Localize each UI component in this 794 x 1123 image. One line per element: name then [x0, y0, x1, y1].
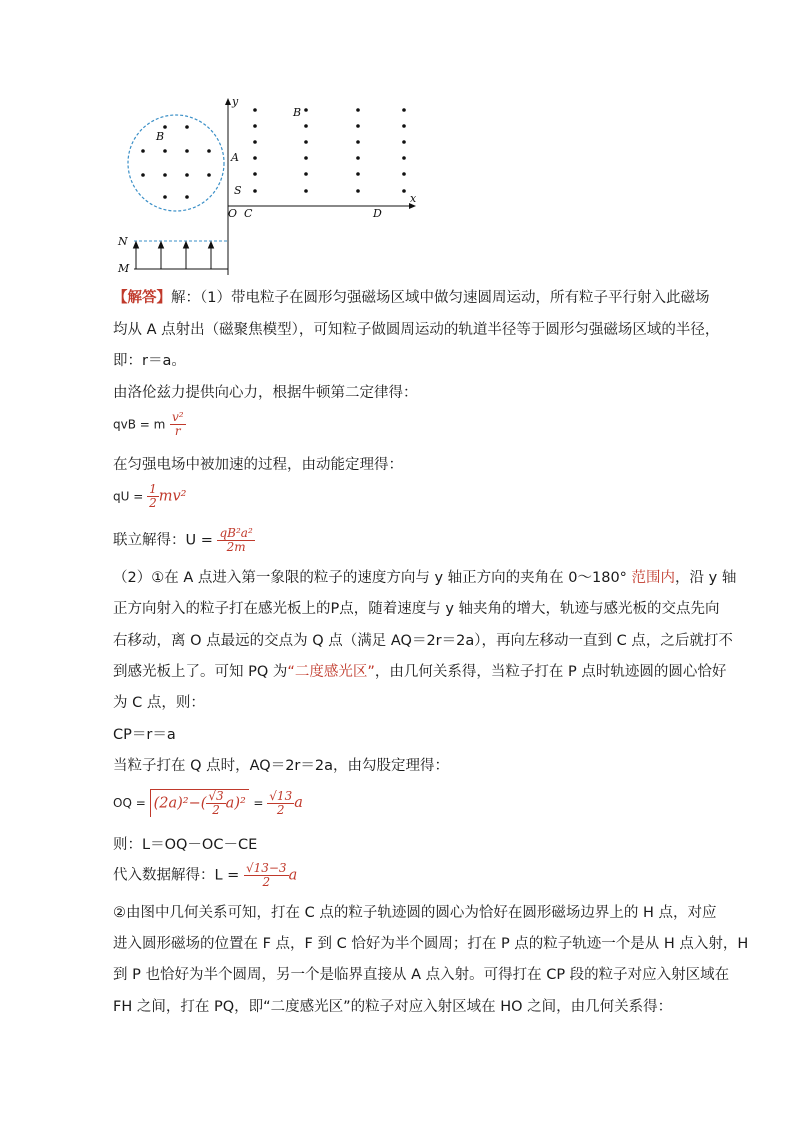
right-field-dots	[253, 108, 406, 193]
label-N: N	[118, 235, 128, 248]
eq5-den: 2	[262, 875, 271, 889]
line-1	[113, 287, 709, 309]
equation-1	[113, 411, 186, 438]
eq5-fraction	[244, 862, 289, 889]
eq3-den: 2m	[226, 540, 246, 554]
eq4-inner-num: √3	[208, 789, 224, 803]
line-14: ②由图中几何关系可知，打在 C 点的粒子轨迹圆的圆心为恰好在圆形磁场边界上的 H 点，对应	[113, 905, 717, 921]
line-9b: “二度感光区”	[287, 664, 375, 680]
line-5: 在匀强电场中被加速的过程，由动能定理得：	[113, 457, 403, 473]
label-A: A	[231, 151, 239, 164]
line-15: 进入圆形磁场的位置在 F 点，F 到 C 恰好为半个圆周；打在 P 点的粒子轨迹一个是从 H 点入射，H	[113, 936, 749, 952]
eq4-fraction	[267, 790, 294, 817]
field-arrows	[134, 242, 214, 269]
eq3-fraction	[217, 527, 254, 554]
label-O: O	[228, 207, 238, 220]
label-x: x	[410, 192, 417, 205]
equation-3	[113, 527, 255, 554]
line-12: 当粒子打在 Q 点时，AQ＝2r＝2a，由勾股定理得：	[113, 758, 450, 774]
eq5-label: 代入数据解得：L =	[113, 867, 244, 884]
line-16: 到 P 也恰好为半个圆周，另一个是临界直接从 A 点入射。可得打在 CP 段的粒子对应入射区域在	[113, 967, 730, 983]
circle-field-dots	[141, 125, 211, 199]
eq2-den: 2	[149, 496, 157, 510]
answer-bracket: 【解答】	[113, 290, 171, 306]
eq2-tail: mv²	[158, 488, 187, 505]
line-4: 由洛伦兹力提供向心力，根据牛顿第二定律得：	[113, 385, 418, 401]
eq1-fraction	[170, 411, 186, 438]
eq4-equals: =	[253, 796, 268, 810]
eq3-num: qB²a²	[219, 526, 253, 540]
label-D: D	[373, 207, 382, 220]
label-y: y	[232, 95, 239, 108]
eq1-den: r	[174, 424, 181, 438]
line-9c: ，由几何关系得，当粒子打在 P 点时轨迹圆的圆心恰好	[374, 664, 727, 680]
line-6c: ，沿 y 轴	[675, 570, 737, 586]
line-8: 右移动，离 O 点最远的交点为 Q 点（满足 AQ＝2r＝2a），再向左移动一直到 C 点，之后就打不	[113, 633, 733, 649]
equation-2	[113, 483, 187, 510]
eq2-left: qU =	[113, 489, 148, 504]
line-3: 即：r＝a。	[113, 353, 186, 369]
eq4-num: √13	[269, 788, 293, 803]
eq4-radical	[150, 789, 249, 817]
label-S: S	[234, 184, 242, 197]
label-C: C	[244, 207, 253, 220]
label-B-left: B	[156, 130, 165, 143]
eq4-inner-den: 2	[212, 803, 220, 817]
label-M: M	[118, 262, 130, 275]
line-1-text: 解：（1）带电粒子在圆形匀强磁场区域中做匀速圆周运动，所有粒子平行射入此磁场	[171, 290, 710, 306]
eq5-num: √13−3	[245, 861, 287, 875]
eq3-label: 联立解得：U =	[113, 532, 218, 549]
line-10: 为 C 点，则：	[113, 695, 205, 711]
label-B-right: B	[293, 106, 302, 119]
equation-4	[113, 789, 303, 817]
line-13: 则：L＝OQ－OC－CE	[113, 837, 258, 853]
eq4-inner-a: (2a)²−(	[153, 795, 207, 812]
physics-diagram	[110, 90, 430, 280]
eq1-num: v²	[171, 410, 184, 424]
eq2-fraction	[147, 483, 159, 510]
line-7: 正方向射入的粒子打在感光板上的P点，随着速度与 y 轴夹角的增大，轨迹与感光板的交点先向	[113, 601, 720, 617]
line-6	[113, 567, 736, 589]
eq4-den: 2	[276, 802, 285, 817]
eq1-left: qvB = m	[113, 417, 166, 432]
eq5-tail: a	[288, 867, 298, 884]
equation-5	[113, 862, 297, 889]
line-6b: 范围内	[626, 570, 676, 586]
eq4-label: OQ =	[113, 796, 150, 810]
line-9	[113, 661, 726, 683]
circular-field-boundary	[128, 115, 224, 211]
eq4-tail: a	[294, 795, 303, 811]
line-6a: （2）①在 A 点进入第一象限的粒子的速度方向与 y 轴正方向的夹角在 0～180°	[113, 570, 627, 586]
eq2-num: 1	[149, 482, 157, 496]
line-2: 均从 A 点射出（磁聚焦模型），可知粒子做圆周运动的轨道半径等于圆形匀强磁场区域的半径，	[113, 322, 720, 338]
eq4-inner-fraction	[206, 790, 225, 817]
line-17: FH 之间，打在 PQ，即“二度感光区”的粒子对应入射区域在 HO 之间，由几何关系得：	[113, 999, 673, 1015]
line-11: CP＝r＝a	[113, 727, 176, 743]
line-9a: 到感光板上了。可知 PQ 为	[113, 664, 288, 680]
eq4-inner-b: a)²	[225, 795, 246, 812]
